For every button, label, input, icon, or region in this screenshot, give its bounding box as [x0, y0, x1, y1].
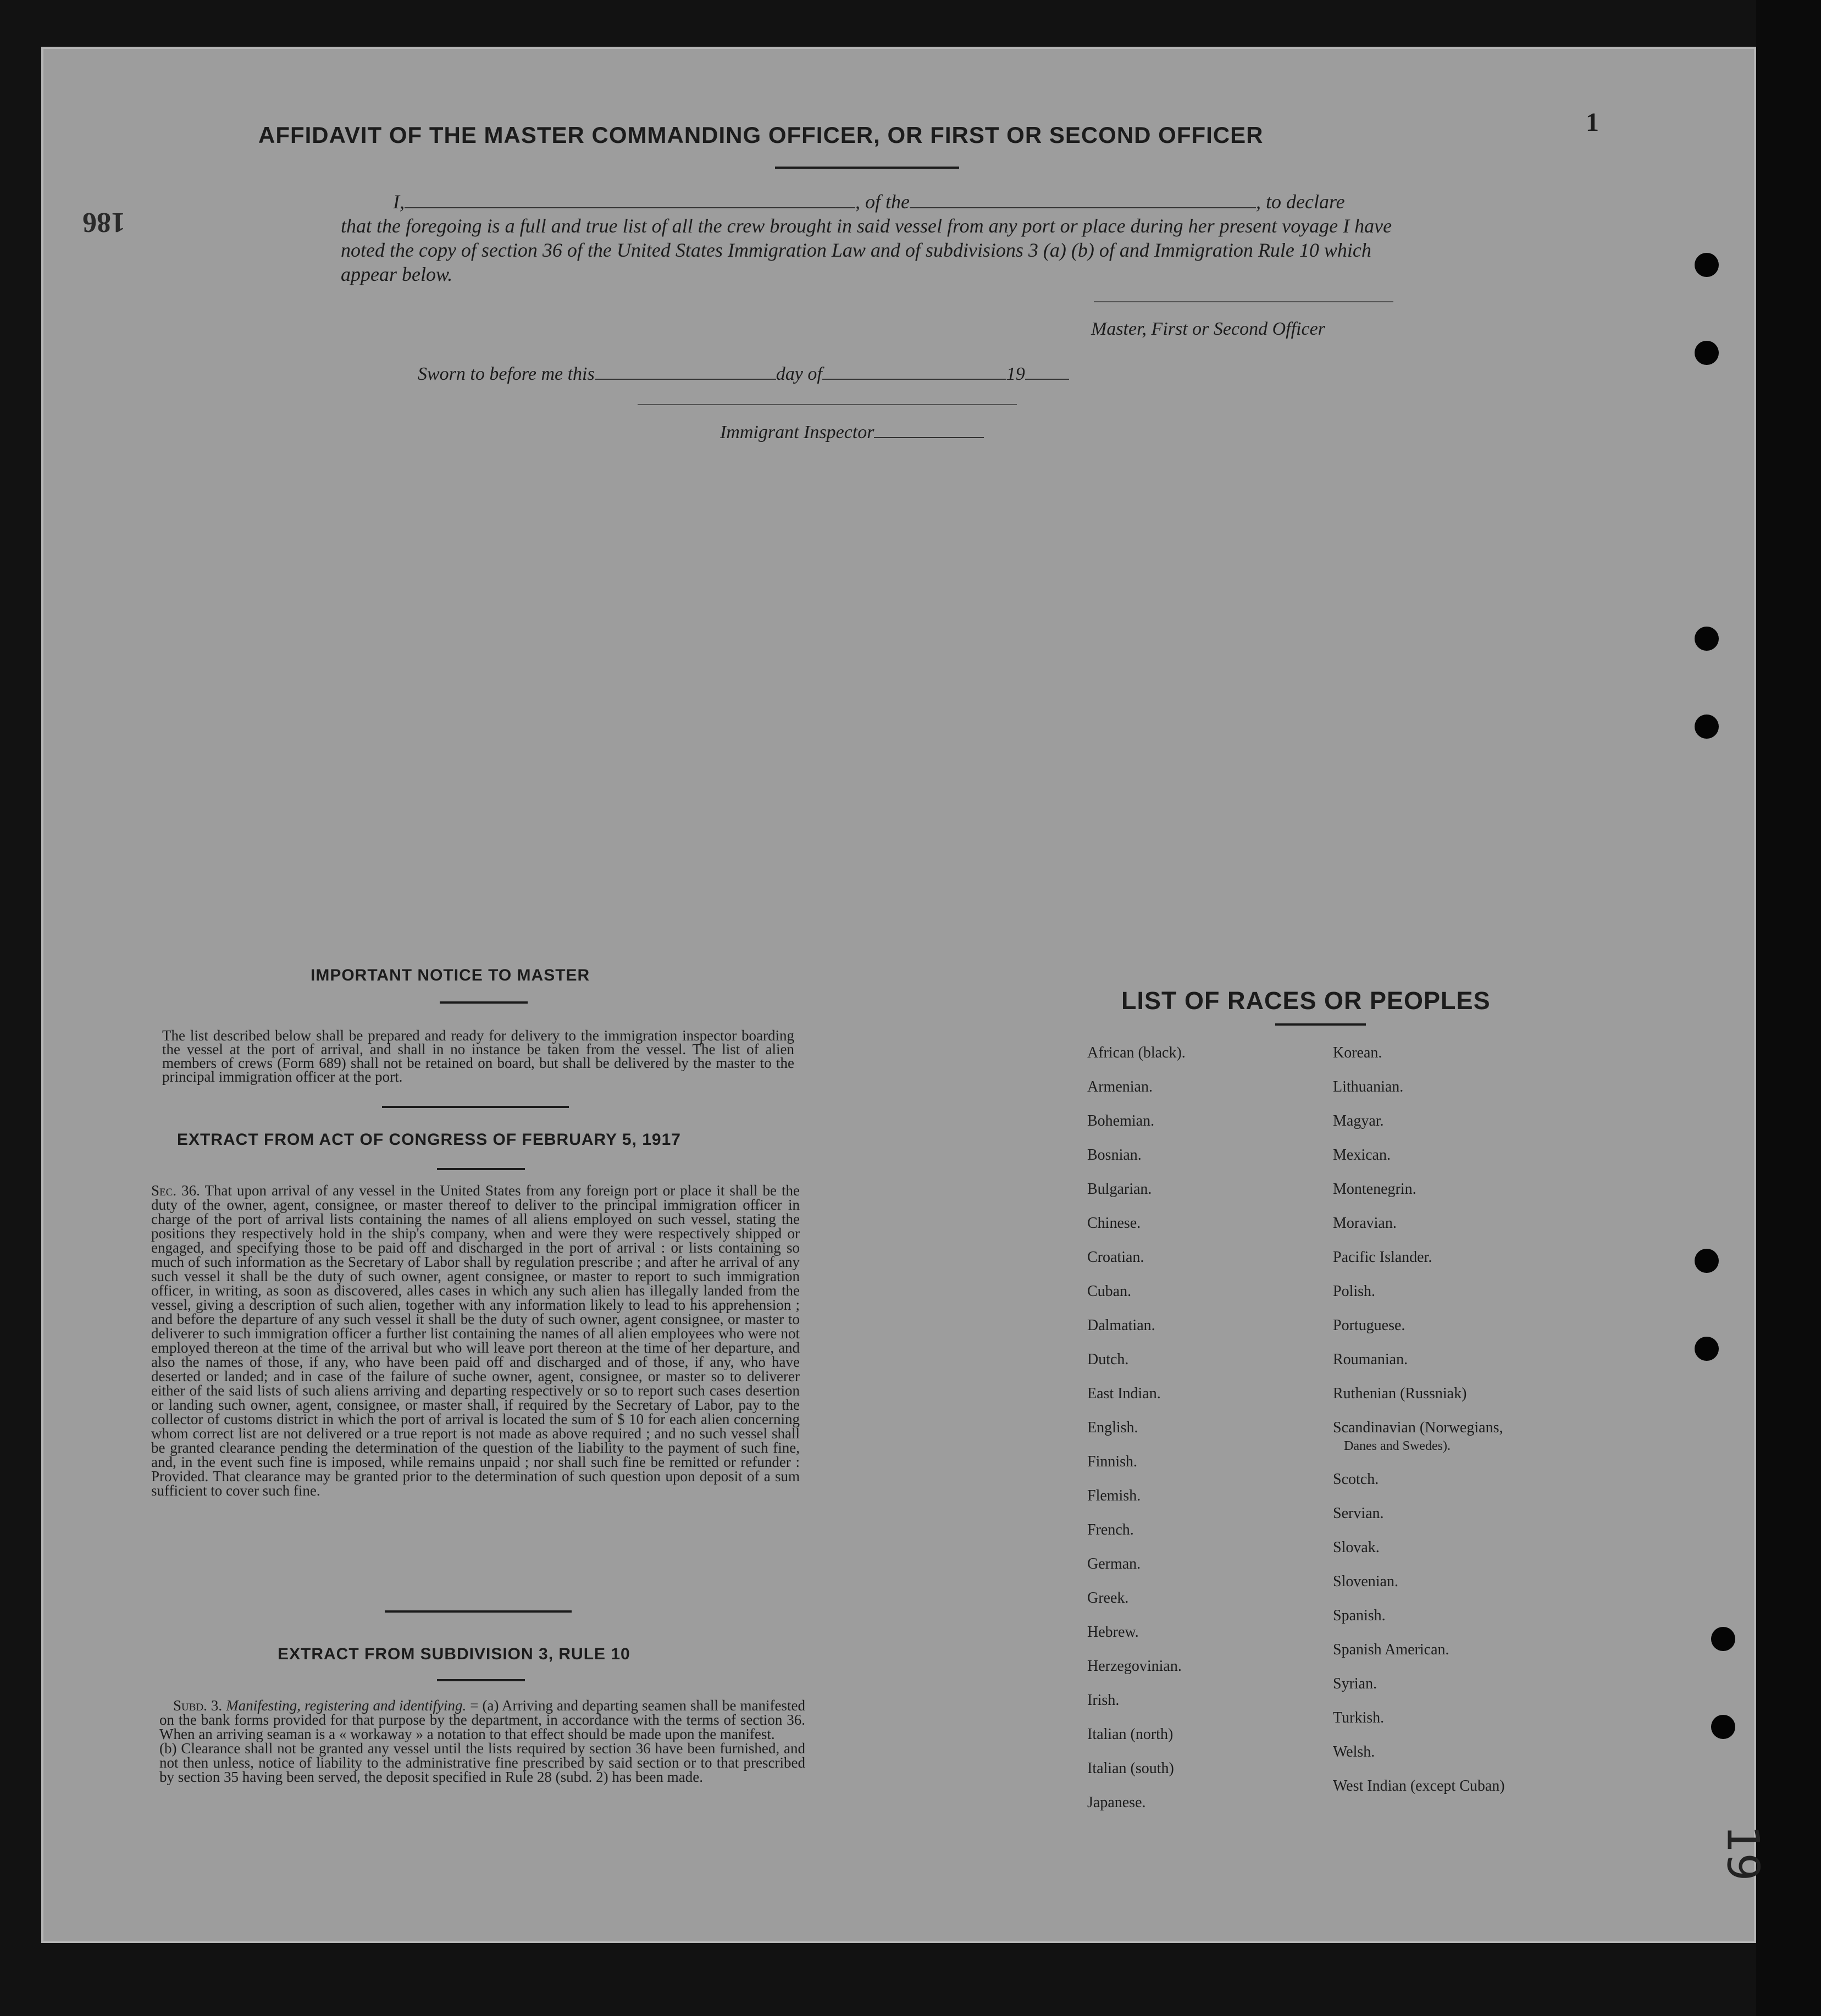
race-item: Dalmatian. [1087, 1317, 1155, 1334]
race-item: Dutch. [1087, 1351, 1129, 1368]
race-item-scandinavian [1333, 1419, 1505, 1471]
signature-label: Master, First or Second Officer [1091, 319, 1325, 339]
extract1-underline [437, 1168, 525, 1170]
binder-hole [1711, 1715, 1735, 1739]
race-item: Japanese. [1087, 1794, 1146, 1811]
vessel-field[interactable] [910, 207, 1256, 208]
binder-hole [1695, 715, 1719, 739]
race-item: Servian. [1333, 1505, 1384, 1522]
stamp-number: 186 [82, 207, 125, 238]
subdivision-label: Subd. 3. [173, 1697, 223, 1714]
subdivision-heading: Manifesting, registering and identifying. [226, 1697, 467, 1714]
affidavit-of-the: , of the [855, 191, 910, 213]
sworn-label: Sworn to before me this [418, 364, 595, 384]
day-field[interactable] [595, 379, 776, 380]
day-of-label: day of [776, 364, 822, 384]
scan-edge [1756, 0, 1821, 2016]
race-item: Ruthenian (Russniak) [1333, 1385, 1467, 1402]
title-underline [775, 167, 959, 169]
race-item: Armenian. [1087, 1078, 1153, 1095]
race-item: French. [1087, 1521, 1134, 1538]
subdivision-para-a: = (a) Arriving and departing seamen shall be manifested on the bank forms provided for that purpose by the department, in accordance with the terms of section 36. When an arriving seaman is a « workaway » a notation to that effect should be made upon the manifest. [159, 1697, 806, 1742]
binder-hole [1695, 627, 1719, 651]
race-item: Croatian. [1087, 1249, 1144, 1266]
race-item: Portuguese. [1333, 1317, 1405, 1334]
blank-line[interactable] [638, 404, 1017, 405]
race-item: Pacific Islander. [1333, 1249, 1432, 1266]
sworn-line [418, 364, 1069, 385]
race-item: English. [1087, 1419, 1138, 1436]
binder-hole [1695, 1337, 1719, 1361]
race-item: Bosnian. [1087, 1147, 1142, 1164]
month-field[interactable] [822, 379, 1006, 380]
race-item: Scotch. [1333, 1471, 1379, 1488]
race-item: Spanish. [1333, 1607, 1386, 1624]
race-item: Polish. [1333, 1283, 1376, 1300]
inspector-field[interactable] [874, 437, 984, 438]
race-item: Mexican. [1333, 1147, 1391, 1164]
race-item: Finnish. [1087, 1453, 1138, 1470]
race-item: Greek. [1087, 1589, 1129, 1607]
affidavit-title: AFFIDAVIT OF THE MASTER COMMANDING OFFICER, OR FIRST OR SECOND OFFICER [258, 122, 1264, 148]
extract1-title: EXTRACT FROM ACT OF CONGRESS OF FEBRUARY 5, 1917 [177, 1131, 681, 1149]
races-title: LIST OF RACES OR PEOPLES [1121, 987, 1491, 1015]
race-item: Korean. [1333, 1044, 1382, 1061]
binder-hole [1711, 1627, 1735, 1651]
year-field[interactable] [1025, 379, 1069, 380]
extract2-title: EXTRACT FROM SUBDIVISION 3, RULE 10 [278, 1645, 630, 1663]
race-item: West Indian (except Cuban) [1333, 1777, 1505, 1795]
affidavit-body [341, 190, 1396, 286]
binder-hole [1695, 341, 1719, 365]
corner-mark: 1 [1586, 108, 1599, 137]
name-field[interactable] [405, 207, 855, 208]
race-item: Spanish American. [1333, 1641, 1449, 1658]
race-item: Slovak. [1333, 1539, 1380, 1556]
race-item: Flemish. [1087, 1487, 1141, 1504]
race-item: Montenegrin. [1333, 1181, 1416, 1198]
affidavit-text: that the foregoing is a full and true list of all the crew brought in said vessel from any port or place during her present voyage I have noted the copy of section 36 of the United States Immigration Law and of subdivisions 3 (a) (b) of and Immigration Rule 10 which appear below. [341, 215, 1392, 285]
extract2-underline [437, 1679, 525, 1681]
race-item: Magyar. [1333, 1112, 1384, 1129]
race-item: Roumanian. [1333, 1351, 1408, 1368]
section-rule [382, 1106, 569, 1108]
signature-line[interactable] [1094, 301, 1393, 302]
section-36-label: Sec. 36. [151, 1182, 200, 1199]
page-number: 19 [1717, 1825, 1769, 1881]
race-item: Syrian. [1333, 1675, 1377, 1692]
race-item: Herzegovinian. [1087, 1658, 1182, 1675]
race-item: East Indian. [1087, 1385, 1161, 1402]
race-item: Turkish. [1333, 1709, 1385, 1726]
races-left-column [1087, 1044, 1186, 1828]
notice-body: The list described below shall be prepared and ready for delivery to the immigration inspector boarding the vessel at the port of arrival, and shall in no instance be taken from the vessel. The list of alien members of crews (Form 689) shall not be retained on board, but shall be delivered by the master to the principal immigration officer at the port. [162, 1027, 794, 1085]
race-item: Slovenian. [1333, 1573, 1398, 1590]
race-item: Hebrew. [1087, 1624, 1139, 1641]
binder-hole [1695, 1249, 1719, 1273]
year-label: 19 [1006, 364, 1025, 384]
subdivision-para-b: (b) Clearance shall not be granted any vessel until the lists required by section 36 have been furnished, and not then unless, notice of liability to the administrative fine prescribed by said section or to that prescribed by section 35 having been served, the deposit specified in Rule 28 (subd. 2) has been made. [159, 1740, 805, 1785]
section-36-text [151, 1183, 800, 1498]
race-item: African (black). [1087, 1044, 1186, 1061]
affidavit-i: I, [393, 191, 405, 213]
races-underline [1275, 1023, 1366, 1026]
notice-underline [440, 1001, 528, 1004]
race-item: Italian (south) [1087, 1760, 1174, 1777]
notice-title: IMPORTANT NOTICE TO MASTER [311, 966, 590, 984]
binder-hole [1695, 253, 1719, 277]
race-item-continuation: Danes and Swedes). [1344, 1439, 1451, 1453]
race-item: Irish. [1087, 1692, 1120, 1709]
subdivision-text [159, 1698, 805, 1784]
race-item: Welsh. [1333, 1743, 1375, 1760]
section-36-body: That upon arrival of any vessel in the United States from any foreign port or place it shall be the duty of the owner, agent, consignee, or master thereof to deliver to the principal immigration officer in charge of the port of arrival lists containing the names of all aliens employed on such vessel, stating the positions they respectively hold in the ship's company, when and were they were respectively shipped or engaged, and specifying those to be paid off and discharged in the port of arrival : or lists containing so much of such information as the Secretary of Labor shall by regulation prescribe ; and after he arrival of any such vessel it shall be the duty of such owner, agent consignee, or master to report to such immigration officer, in writing, as soon as discovered, alles cases in which any such alien has illegally landed from the vessel, giving a description of such alien, together with any information likely to lead to his apprehension ; and before the departure of any such vessel it shall be the duty of such owner, agent consignee, or master to deliverer to such immigration officer a further list containing the names of all alien employees who were not employed thereon at the time of the arrival but who will leave port thereon at the time of her departure, and also the names of those, if any, who have been paid off and discharged and of those, if any, who have deserted or landed; and in case of the failure of suche owner, agent, consignee, or master so to deliverer either of the said lists of such aliens arriving and departing respectively or so to report such cases desertion or landing such owner, agent, consignee, or master shall, if required by the Secretary of Labor, pay to the collector of customs district in which the port of arrival is located the sum of $ 10 for each alien concerning whom correct list are not delivered or a true report is not made as above required ; and no such vessel shall be granted clearance pending the determination of the question of the liability to the payment of such fine, and, in the event such fine is imposed, while remains unpaid ; nor shall such fine be remitted or refunder : Provided. That clearance may be granted prior to the determination of such question upon deposit of a sum sufficient to cover such fine. [151, 1182, 800, 1499]
race-item: Italian (north) [1087, 1726, 1174, 1743]
race-item: Bulgarian. [1087, 1181, 1152, 1198]
races-right-column [1333, 1044, 1505, 1812]
race-item: Bohemian. [1087, 1112, 1155, 1129]
affidavit-to-declare: , to declare [1255, 191, 1345, 213]
race-item: German. [1087, 1555, 1141, 1572]
race-item: Moravian. [1333, 1215, 1397, 1232]
inspector-line [720, 422, 984, 443]
race-item: Lithuanian. [1333, 1078, 1404, 1095]
section-rule [385, 1610, 572, 1613]
race-item: Scandinavian (Norwegians, [1333, 1419, 1503, 1436]
race-item: Cuban. [1087, 1283, 1132, 1300]
race-item: Chinese. [1087, 1215, 1141, 1232]
inspector-label: Immigrant Inspector [720, 422, 874, 442]
